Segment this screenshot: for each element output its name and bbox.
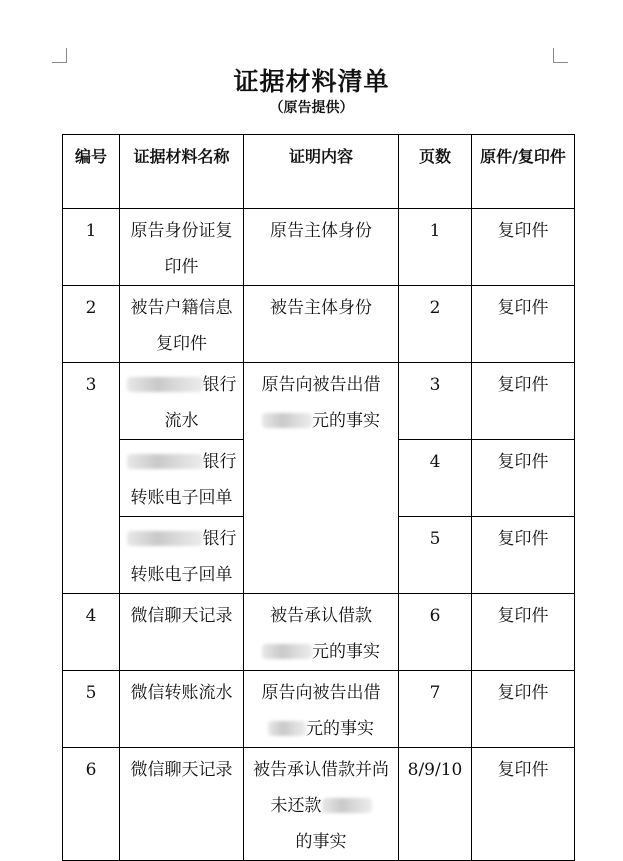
row-no: 1 — [63, 209, 120, 286]
row-copy-type: 复印件 — [472, 594, 575, 671]
document-title: 证据材料清单 — [233, 67, 390, 96]
row-content — [244, 748, 399, 861]
row-name — [120, 517, 244, 594]
header-no: 编号 — [63, 135, 120, 209]
page-corner-mark-top-left — [52, 48, 67, 63]
row-content — [244, 363, 399, 594]
row-content-part-b: 元的事实 — [312, 411, 380, 431]
header-pages: 页数 — [399, 135, 472, 209]
row-pages: 5 — [399, 517, 472, 594]
row-copy-type: 复印件 — [472, 440, 575, 517]
row-name: 微信聊天记录 — [120, 594, 244, 671]
evidence-table — [62, 134, 575, 861]
row-content-part-b: 元的事实 — [306, 719, 374, 739]
row-name — [120, 440, 244, 517]
row-name-part-a: 银行 — [202, 529, 237, 549]
row-name-part-b: 流水 — [164, 411, 199, 431]
row-copy-type: 复印件 — [472, 286, 575, 363]
row-copy-type: 复印件 — [472, 748, 575, 861]
table-row — [63, 209, 575, 286]
row-name-part-a: 银行 — [202, 375, 237, 395]
table-row — [63, 594, 575, 671]
row-no: 6 — [63, 748, 120, 861]
row-pages: 6 — [399, 594, 472, 671]
row-content — [244, 671, 399, 748]
row-content-part-a: 被告承认借款 — [270, 606, 372, 626]
row-pages: 2 — [399, 286, 472, 363]
row-pages: 1 — [399, 209, 472, 286]
row-content-part-a: 原告向被告出借 — [261, 375, 381, 395]
row-copy-type: 复印件 — [472, 363, 575, 440]
row-name: 微信转账流水 — [120, 671, 244, 748]
row-no: 2 — [63, 286, 120, 363]
row-name — [120, 363, 244, 440]
table-row — [63, 748, 575, 861]
table-row — [63, 671, 575, 748]
table-row — [63, 363, 575, 440]
redacted-bank-name — [127, 531, 203, 546]
redacted-amount — [262, 644, 312, 659]
redacted-amount — [262, 413, 312, 428]
row-name: 微信聊天记录 — [120, 748, 244, 861]
row-copy-type: 复印件 — [472, 671, 575, 748]
redacted-bank-name — [127, 377, 203, 392]
row-content — [244, 594, 399, 671]
row-content: 被告主体身份 — [244, 286, 399, 363]
document-subtitle: （原告提供） — [269, 100, 354, 116]
row-pages: 3 — [399, 363, 472, 440]
row-name-part-a: 银行 — [202, 452, 237, 472]
row-copy-type: 复印件 — [472, 209, 575, 286]
redacted-amount — [268, 721, 306, 736]
row-content-part-b: 元的事实 — [312, 642, 380, 662]
table-row — [63, 286, 575, 363]
row-name-part-b: 转账电子回单 — [130, 488, 233, 508]
row-pages: 4 — [399, 440, 472, 517]
header-name: 证据材料名称 — [120, 135, 244, 209]
row-name: 被告户籍信息复印件 — [120, 286, 244, 363]
row-content: 原告主体身份 — [244, 209, 399, 286]
row-content-part-a: 被告承认借款并尚未还款 — [253, 760, 389, 816]
row-no: 3 — [63, 363, 120, 594]
redacted-amount — [322, 798, 372, 813]
header-copy-type: 原件/复印件 — [472, 135, 575, 209]
header-content: 证明内容 — [244, 135, 399, 209]
row-copy-type: 复印件 — [472, 517, 575, 594]
row-no: 4 — [63, 594, 120, 671]
table-header-row — [63, 135, 575, 209]
page-corner-mark-top-right — [553, 48, 568, 63]
row-content-part-a: 原告向被告出借 — [261, 683, 381, 703]
row-name-part-b: 转账电子回单 — [130, 565, 233, 585]
row-content-part-b: 的事实 — [295, 832, 347, 852]
row-name: 原告身份证复印件 — [120, 209, 244, 286]
redacted-bank-name — [127, 454, 203, 469]
row-no: 5 — [63, 671, 120, 748]
row-pages: 7 — [399, 671, 472, 748]
row-pages: 8/9/10 — [399, 748, 472, 861]
